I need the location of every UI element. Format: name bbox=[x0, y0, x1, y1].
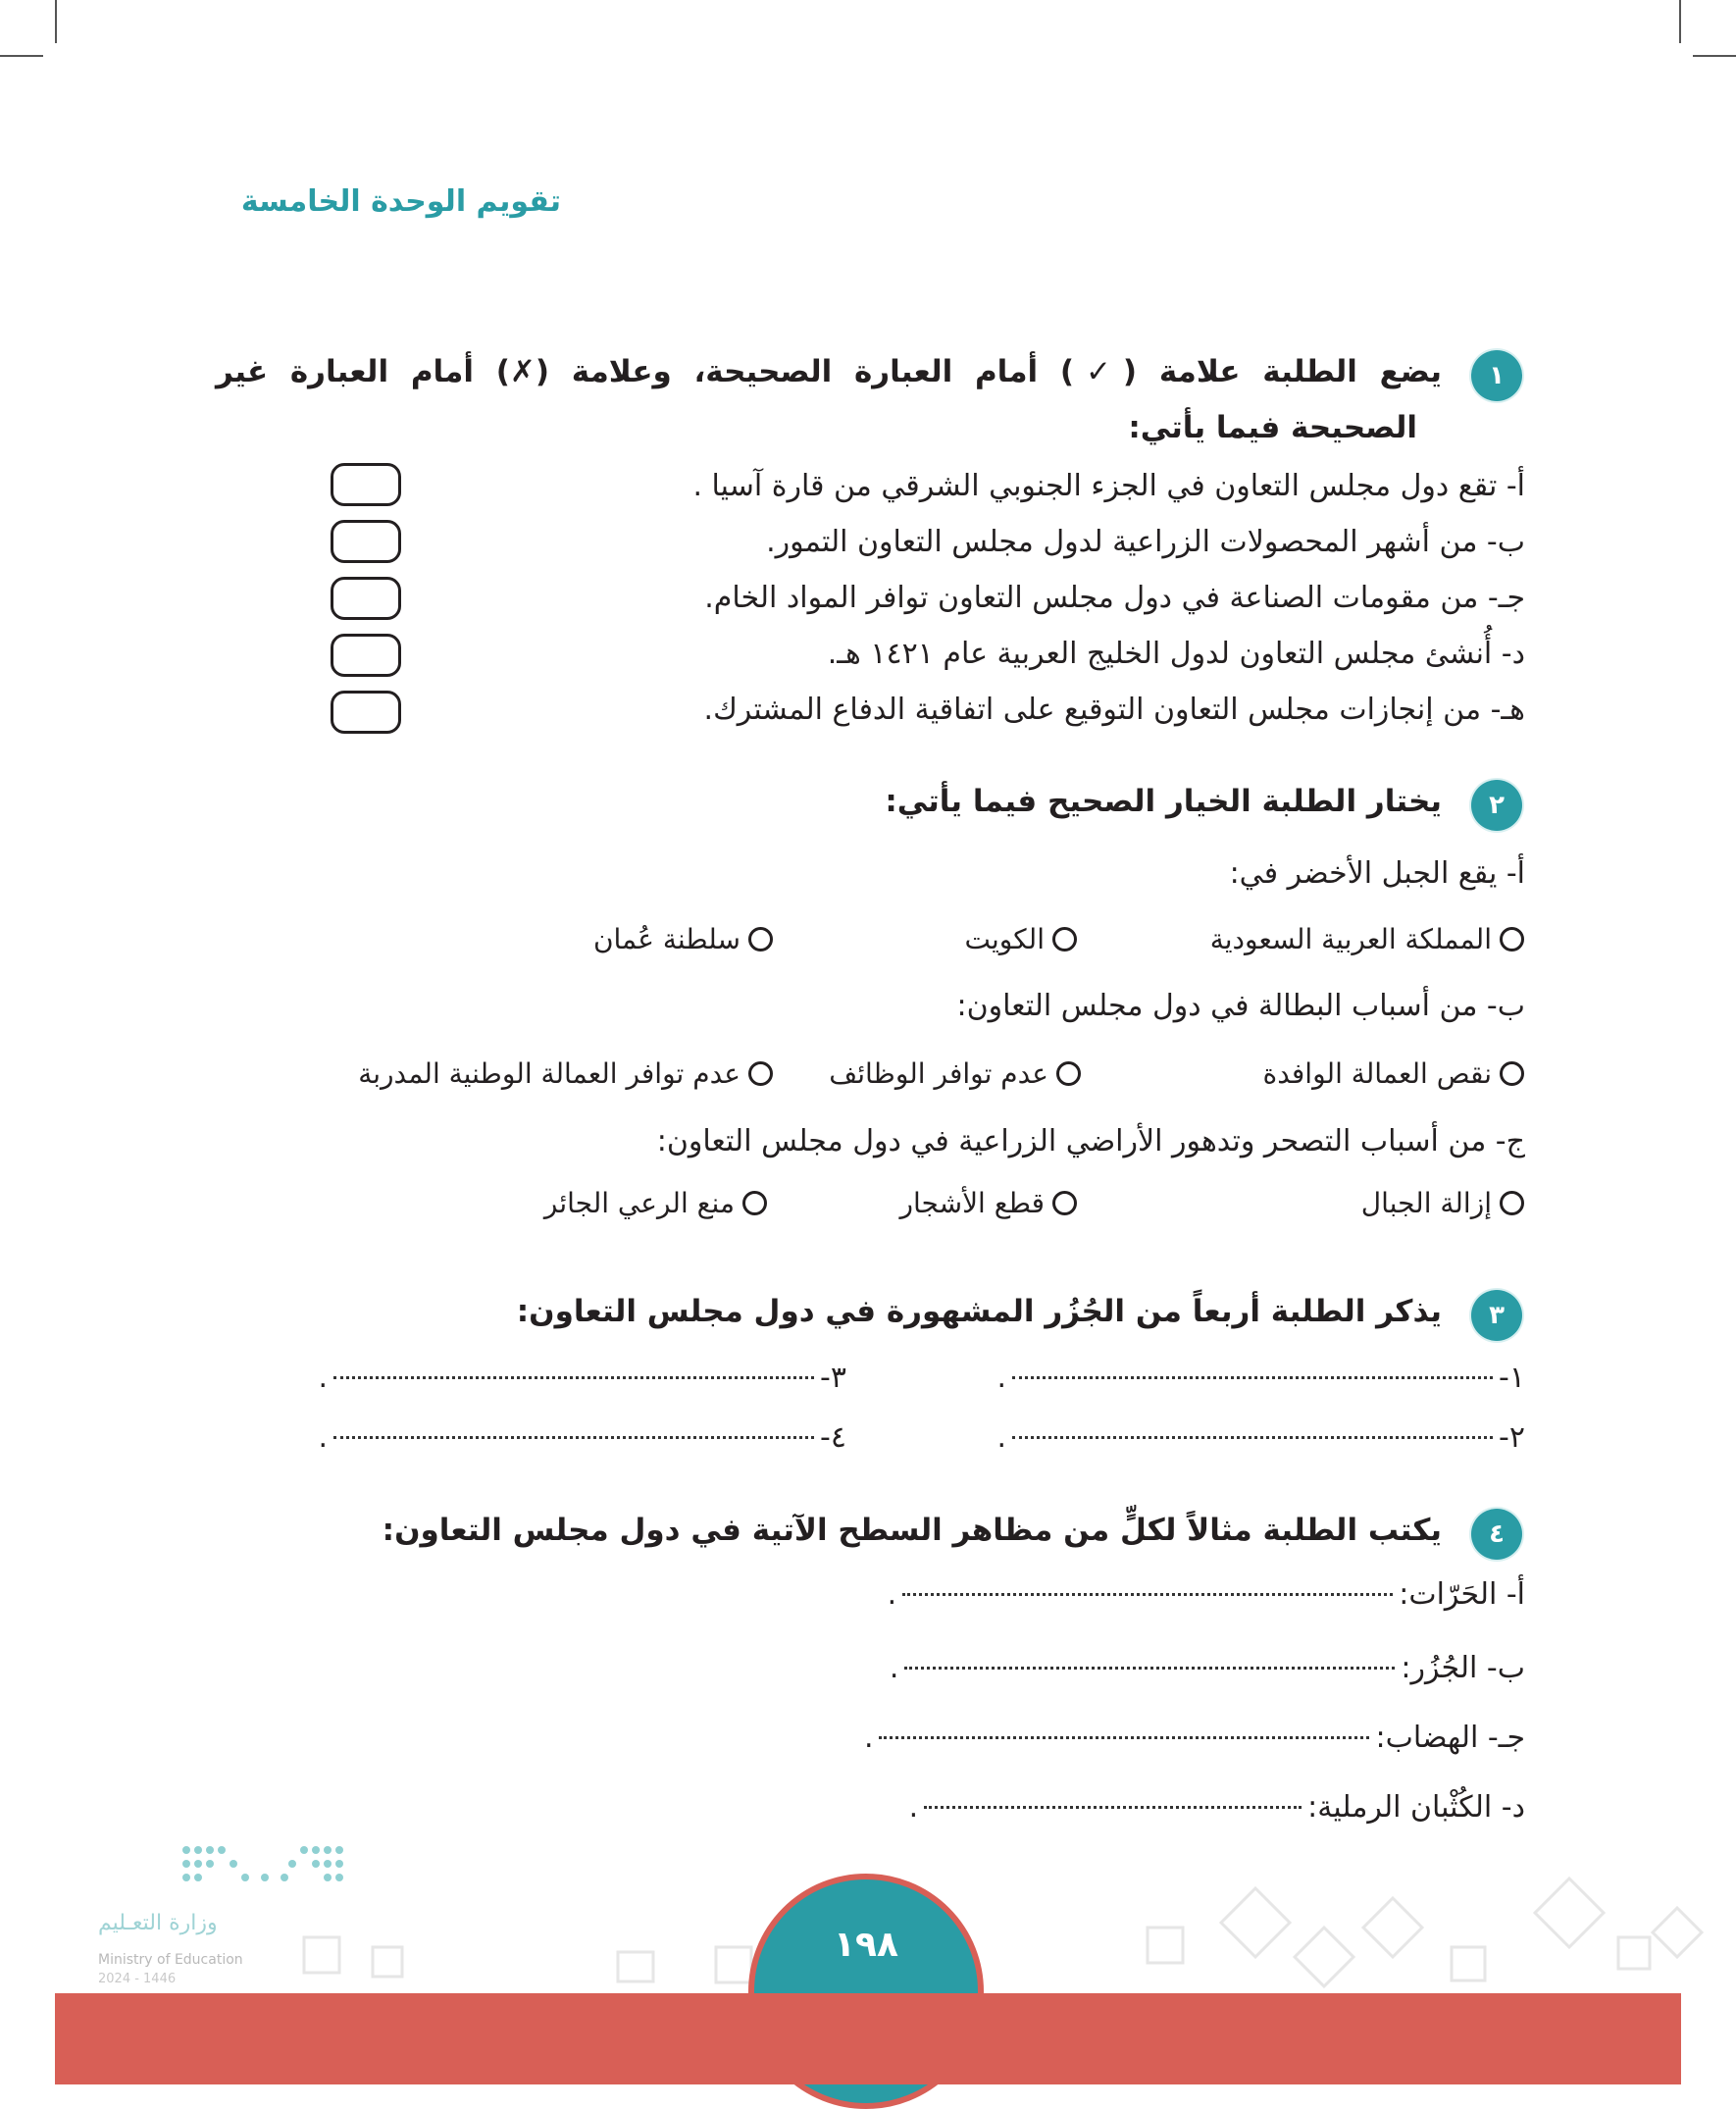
answer-box-a[interactable] bbox=[331, 463, 401, 506]
footer-bar bbox=[55, 1993, 1681, 2084]
q2-a-option-2[interactable]: الكويت bbox=[964, 923, 1077, 955]
answer-line[interactable] bbox=[924, 1806, 1302, 1809]
q3-instruction: يذكر الطلبة أربعاً من الجُزُر المشهورة في دول مجلس التعاون: bbox=[516, 1294, 1442, 1329]
q2-b-option-3[interactable]: عدم توافر العمالة الوطنية المدربة bbox=[358, 1057, 773, 1090]
radio-circle-icon[interactable] bbox=[748, 927, 773, 952]
radio-circle-icon[interactable] bbox=[1052, 1191, 1077, 1215]
answer-line[interactable] bbox=[333, 1376, 814, 1379]
question-number-2: ٢ bbox=[1471, 780, 1522, 831]
ministry-year: 2024 - 1446 bbox=[98, 1972, 177, 1986]
q4-item-d[interactable]: د- الكُثْبان الرملية: . bbox=[908, 1790, 1525, 1825]
crop-mark bbox=[1693, 55, 1736, 57]
q1-item-e: هـ- من إنجازات مجلس التعاون التوقيع على اتفاقية الدفاع المشترك. bbox=[703, 693, 1525, 727]
radio-circle-icon[interactable] bbox=[1056, 1061, 1081, 1086]
footer-pattern bbox=[265, 1869, 1716, 1996]
q2-instruction: يختار الطلبة الخيار الصحيح فيما يأتي: bbox=[885, 784, 1442, 819]
q4-instruction: يكتب الطلبة مثالاً لكلٍّ من مظاهر السطح الآتية في دول مجلس التعاون: bbox=[382, 1513, 1442, 1548]
answer-line[interactable] bbox=[1012, 1436, 1493, 1439]
question-number-4: ٤ bbox=[1471, 1509, 1522, 1560]
answer-line[interactable] bbox=[902, 1593, 1393, 1596]
radio-circle-icon[interactable] bbox=[742, 1191, 767, 1215]
answer-line[interactable] bbox=[1012, 1376, 1493, 1379]
answer-line[interactable] bbox=[333, 1436, 814, 1439]
q2-c-stem: ج- من أسباب التصحر وتدهور الأراضي الزراعية في دول مجلس التعاون: bbox=[656, 1124, 1525, 1158]
q4-item-b[interactable]: ب- الجُزُر: . bbox=[889, 1651, 1525, 1685]
answer-line[interactable] bbox=[904, 1667, 1395, 1670]
q2-a-stem: أ- يقع الجبل الأخضر في: bbox=[1229, 856, 1525, 891]
q2-b-option-2[interactable]: عدم توافر الوظائف bbox=[829, 1057, 1081, 1090]
answer-box-d[interactable] bbox=[331, 634, 401, 677]
ministry-name-en: Ministry of Education bbox=[98, 1952, 243, 1968]
q1-item-b: ب- من أشهر المحصولات الزراعية لدول مجلس التعاون التمور. bbox=[766, 525, 1525, 559]
q4-item-c[interactable]: جـ- الهضاب: . bbox=[863, 1721, 1525, 1755]
q2-c-option-1[interactable]: إزالة الجبال bbox=[1361, 1187, 1524, 1219]
q2-c-option-2[interactable]: قطع الأشجار bbox=[900, 1187, 1078, 1219]
q2-b-option-1[interactable]: نقص العمالة الوافدة bbox=[1263, 1057, 1524, 1090]
q1-instruction-line1: يضع الطلبة علامة (✓) أمام العبارة الصحيحة، وعلامة (✗) أمام العبارة غير bbox=[216, 354, 1442, 389]
answer-line[interactable] bbox=[879, 1736, 1369, 1739]
page-number: ١٩٨ bbox=[834, 1925, 898, 1965]
q4-item-a[interactable]: أ- الحَرّات: . bbox=[887, 1577, 1525, 1612]
q2-a-option-3[interactable]: سلطنة عُمان bbox=[593, 923, 773, 955]
q1-item-c: جـ- من مقومات الصناعة في دول مجلس التعاون توافر المواد الخام. bbox=[704, 581, 1525, 615]
q3-answer-1[interactable]: ١- . bbox=[996, 1361, 1525, 1395]
answer-box-b[interactable] bbox=[331, 520, 401, 563]
radio-circle-icon[interactable] bbox=[1500, 1191, 1524, 1215]
q3-answer-3[interactable]: ٣- . bbox=[318, 1361, 846, 1395]
q3-answer-2[interactable]: ٢- . bbox=[996, 1420, 1525, 1455]
radio-circle-icon[interactable] bbox=[1500, 927, 1524, 952]
unit-title: تقويم الوحدة الخامسة bbox=[240, 184, 561, 219]
radio-circle-icon[interactable] bbox=[1052, 927, 1077, 952]
q1-item-a: أ- تقع دول مجلس التعاون في الجزء الجنوبي الشرقي من قارة آسيا . bbox=[692, 469, 1525, 503]
q3-answer-4[interactable]: ٤- . bbox=[318, 1420, 846, 1455]
q2-a-option-1[interactable]: المملكة العربية السعودية bbox=[1210, 923, 1524, 955]
answer-box-e[interactable] bbox=[331, 691, 401, 734]
crop-mark bbox=[1679, 0, 1681, 43]
answer-box-c[interactable] bbox=[331, 577, 401, 620]
q1-instruction-line2: الصحيحة فيما يأتي: bbox=[1128, 410, 1417, 445]
q2-b-stem: ب- من أسباب البطالة في دول مجلس التعاون: bbox=[956, 989, 1525, 1023]
crop-mark bbox=[0, 55, 43, 57]
radio-circle-icon[interactable] bbox=[748, 1061, 773, 1086]
q2-c-option-3[interactable]: منع الرعي الجائر bbox=[544, 1187, 767, 1219]
question-number-1: ١ bbox=[1471, 350, 1522, 401]
crop-mark bbox=[55, 0, 57, 43]
radio-circle-icon[interactable] bbox=[1500, 1061, 1524, 1086]
q1-item-d: د- أُنشئ مجلس التعاون لدول الخليج العربية عام ١٤٢١ هـ. bbox=[827, 637, 1525, 671]
ministry-name-ar: وزارة التعـليم bbox=[98, 1911, 218, 1935]
ministry-logo-icon bbox=[177, 1840, 353, 1899]
question-number-3: ٣ bbox=[1471, 1290, 1522, 1341]
